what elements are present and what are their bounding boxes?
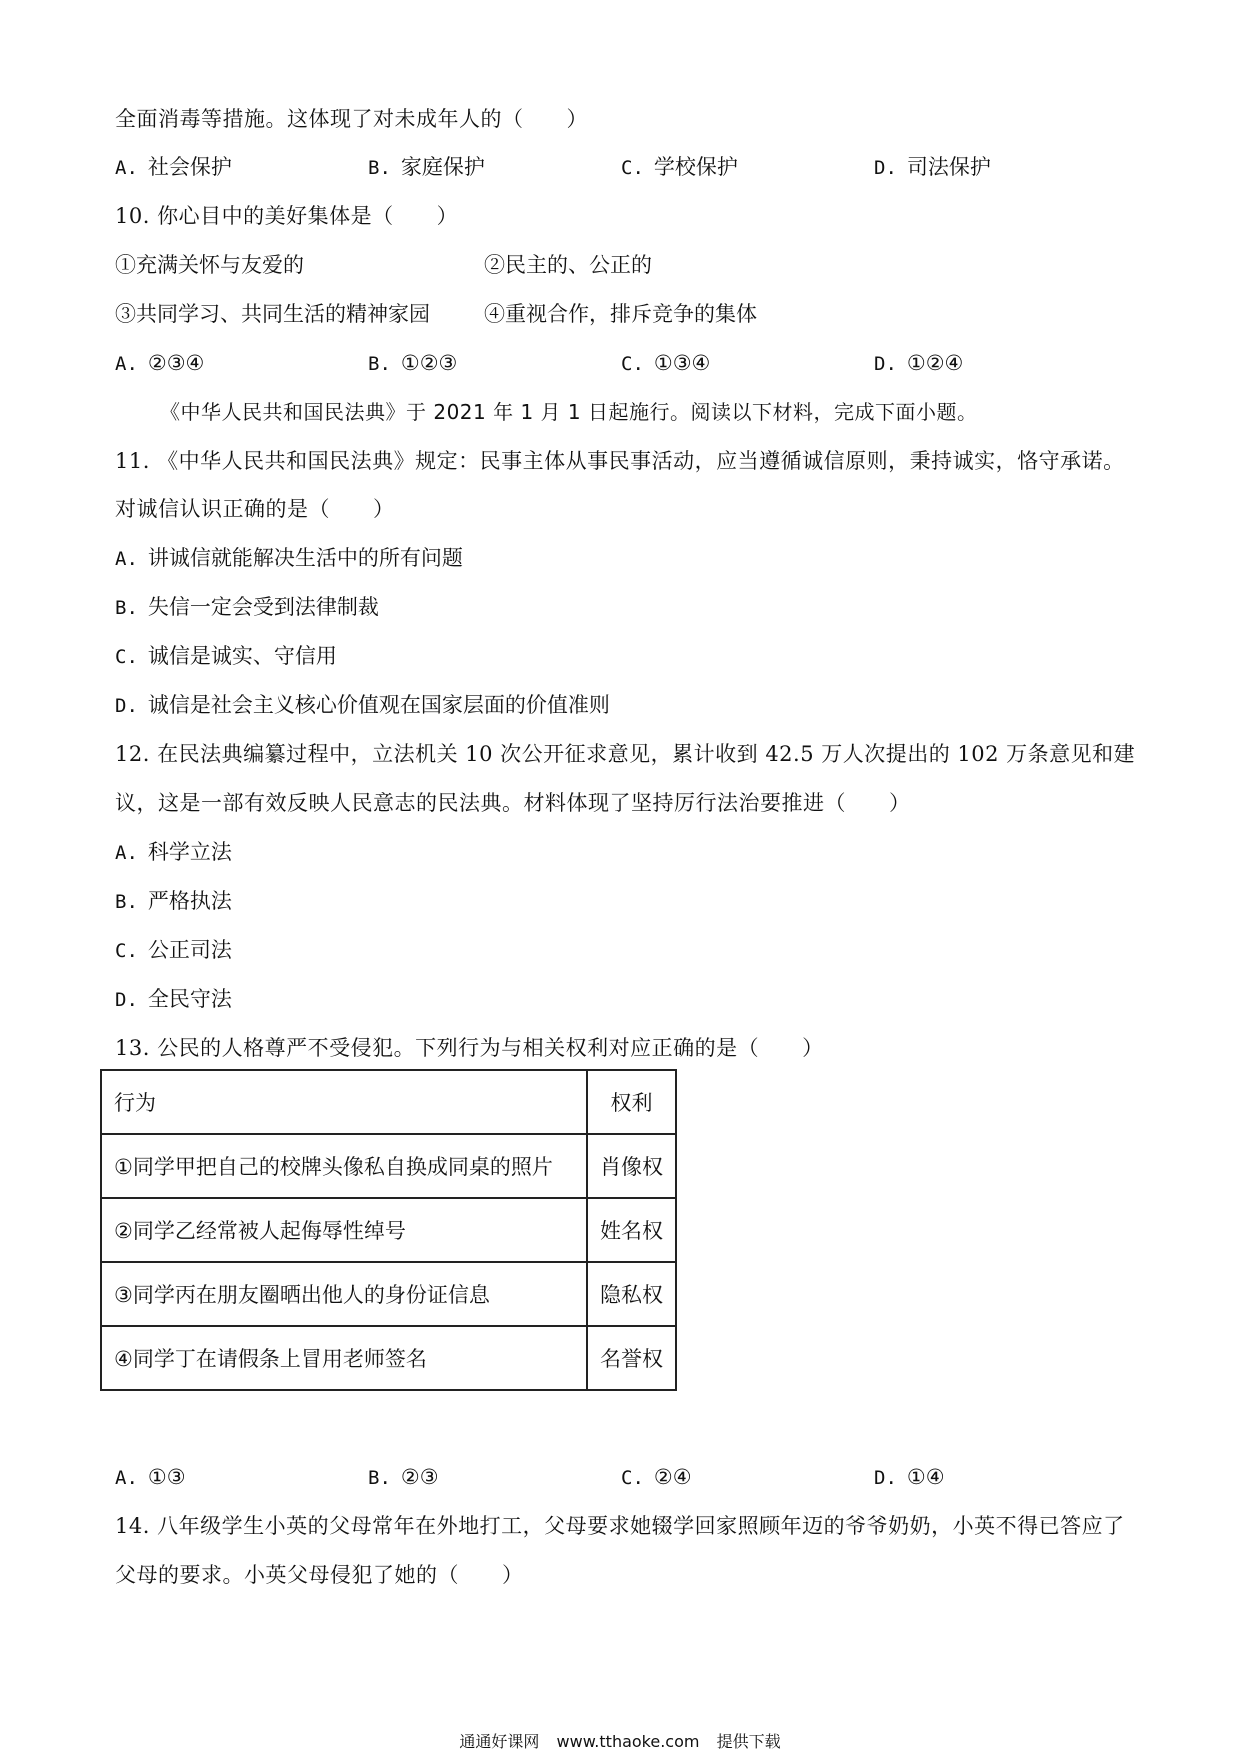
- q12-option-a[interactable]: A. 科学立法: [115, 840, 232, 864]
- q11-option-b[interactable]: B. 失信一定会受到法律制裁: [115, 595, 379, 619]
- q10-option-a[interactable]: A. ②③④: [115, 351, 205, 375]
- q12-option-d[interactable]: D. 全民守法: [115, 987, 232, 1011]
- material-intro: 《中华人民共和国民法典》于 2021 年 1 月 1 日起施行。阅读以下材料，完成下面小题。: [160, 400, 978, 424]
- q14-stem-line2: 父母的要求。小英父母侵犯了她的（ ）: [115, 1563, 524, 1587]
- q11-stem-line2: 对诚信认识正确的是（ ）: [115, 497, 395, 521]
- q10-option-c[interactable]: C. ①③④: [621, 351, 711, 375]
- table-cell-right: 名誉权: [587, 1326, 676, 1390]
- footer-site-name: 通通好课网: [459, 1732, 540, 1751]
- q13-option-b[interactable]: B. ②③: [368, 1465, 439, 1489]
- q14-stem-line1: 14. 八年级学生小英的父母常年在外地打工，父母要求她辍学回家照顾年迈的爷爷奶奶，小英不得已答应了: [115, 1514, 1125, 1538]
- q10-stem: 10. 你心目中的美好集体是（ ）: [115, 204, 459, 228]
- q13-stem: 13. 公民的人格尊严不受侵犯。下列行为与相关权利对应正确的是（ ）: [115, 1036, 824, 1060]
- q11-option-a[interactable]: A. 讲诚信就能解决生活中的所有问题: [115, 546, 463, 570]
- q13-option-d[interactable]: D. ①④: [874, 1465, 945, 1489]
- q10-item-1: ①充满关怀与友爱的: [115, 253, 304, 277]
- q9-option-a[interactable]: A. 社会保护: [115, 155, 232, 179]
- q9-option-b[interactable]: B. 家庭保护: [368, 155, 485, 179]
- q12-option-c[interactable]: C. 公正司法: [115, 938, 232, 962]
- q9-stem-continuation: 全面消毒等措施。这体现了对未成年人的（ ）: [115, 107, 588, 131]
- q10-option-d[interactable]: D. ①②④: [874, 351, 964, 375]
- table-cell-behavior: ①同学甲把自己的校牌头像私自换成同桌的照片: [101, 1134, 587, 1198]
- table-header-row: [101, 1070, 676, 1134]
- table-cell-right: 肖像权: [587, 1134, 676, 1198]
- q12-stem-line2: 议，这是一部有效反映人民意志的民法典。材料体现了坚持厉行法治要推进（ ）: [115, 791, 911, 815]
- q13-option-c[interactable]: C. ②④: [621, 1465, 692, 1489]
- q11-stem-line1: 11. 《中华人民共和国民法典》规定：民事主体从事民事活动，应当遵循诚信原则，秉持诚实，恪守承诺。: [115, 449, 1125, 473]
- table-row: [101, 1134, 676, 1198]
- page-footer: [0, 1732, 1240, 1752]
- q11-option-c[interactable]: C. 诚信是诚实、守信用: [115, 644, 337, 668]
- q10-option-b[interactable]: B. ①②③: [368, 351, 458, 375]
- table-header-right: 权利: [587, 1070, 676, 1134]
- behavior-rights-table: [100, 1069, 677, 1391]
- q9-option-d[interactable]: D. 司法保护: [874, 155, 991, 179]
- q9-option-c[interactable]: C. 学校保护: [621, 155, 738, 179]
- q13-option-a[interactable]: A. ①③: [115, 1465, 186, 1489]
- table-row: [101, 1198, 676, 1262]
- table-cell-right: 隐私权: [587, 1262, 676, 1326]
- footer-note: 提供下载: [716, 1732, 781, 1751]
- q10-item-2: ②民主的、公正的: [484, 253, 652, 277]
- table-cell-behavior: ④同学丁在请假条上冒用老师签名: [101, 1326, 587, 1390]
- q11-option-d[interactable]: D. 诚信是社会主义核心价值观在国家层面的价值准则: [115, 693, 610, 717]
- q10-item-3: ③共同学习、共同生活的精神家园: [115, 302, 430, 326]
- table-header-behavior: 行为: [101, 1070, 587, 1134]
- table-row: [101, 1262, 676, 1326]
- q12-stem-line1: 12. 在民法典编纂过程中，立法机关 10 次公开征求意见，累计收到 42.5 万人次提出的 102 万条意见和建: [115, 742, 1136, 766]
- table-row: [101, 1326, 676, 1390]
- table-cell-behavior: ②同学乙经常被人起侮辱性绰号: [101, 1198, 587, 1262]
- q10-item-4: ④重视合作，排斥竞争的集体: [484, 302, 757, 326]
- table-cell-behavior: ③同学丙在朋友圈晒出他人的身份证信息: [101, 1262, 587, 1326]
- table-cell-right: 姓名权: [587, 1198, 676, 1262]
- footer-url-link[interactable]: www.tthaoke.com: [556, 1732, 700, 1751]
- q12-option-b[interactable]: B. 严格执法: [115, 889, 232, 913]
